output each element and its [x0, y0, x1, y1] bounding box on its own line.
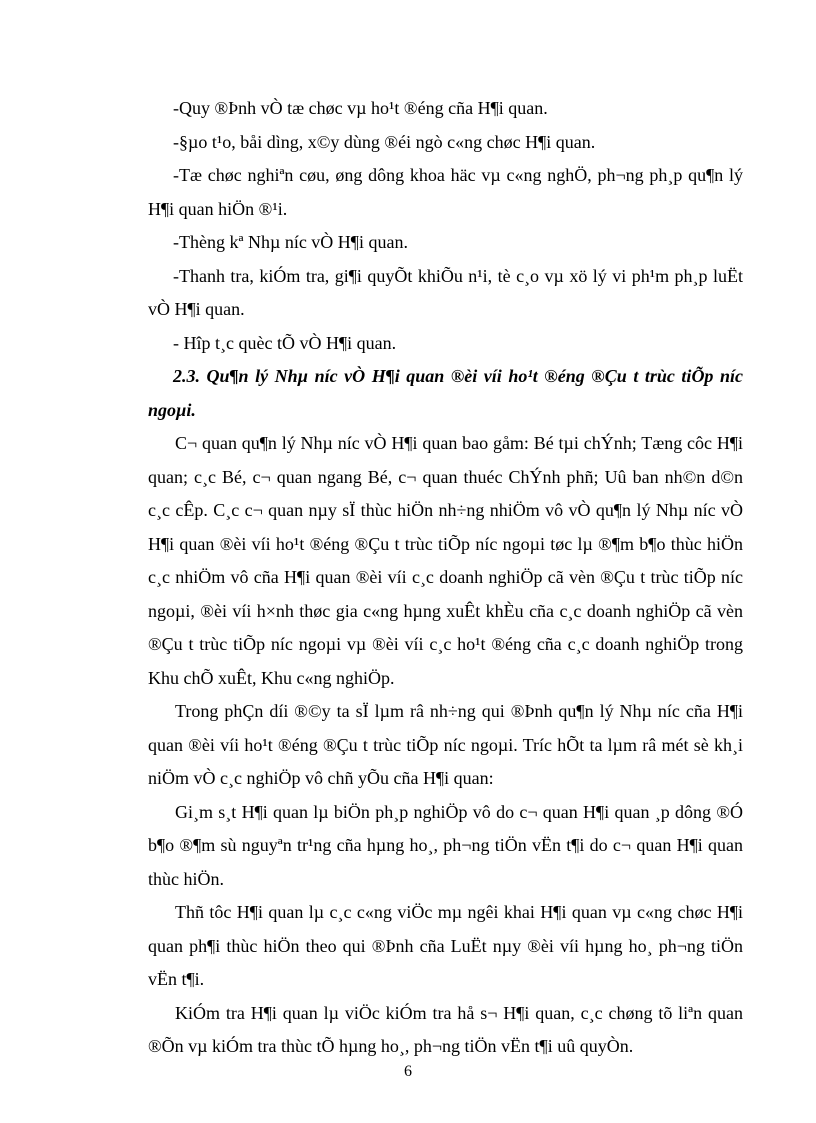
- list-item: -Tæ chøc nghiªn cøu, øng dông khoa häc vµ c«ng nghÖ, ph¬ng ph¸p qu¶n lý H¶i quan hiÖn ®¹i.: [148, 165, 743, 219]
- list-item: - Hîp t¸c quèc tÕ vÒ H¶i quan.: [173, 332, 397, 353]
- list-item: -§µo t¹o, båi dìng, x©y dùng ®éi ngò c«ng chøc H¶i quan.: [173, 131, 596, 152]
- body-paragraph: Thñ tôc H¶i quan lµ c¸c c«ng viÖc mµ ngêi khai H¶i quan vµ c«ng chøc H¶i quan ph¶i thùc hiÖn theo qui ®Þnh cña LuËt nµy ®èi víi hµng ho¸ ph¬ng tiÖn vËn t¶i.: [148, 902, 743, 989]
- page-content: [148, 92, 743, 1064]
- body-paragraph: C¬ quan qu¶n lý Nhµ níc vÒ H¶i quan bao gåm: Bé tµi chÝnh; Tæng côc H¶i quan; c¸c Bé, c¬ quan ngang Bé, c¬ quan thuéc ChÝnh phñ; Uû ban nh©n d©n c¸c cÊp. C¸c c¬ quan nµy sÏ thùc hiÖn nh÷ng nhiÖm vô vÒ qu¶n lý Nhµ níc vÒ H¶i quan ®èi víi ho¹t ®éng ®Çu t trùc tiÕp níc ngoµi tøc lµ ®¶m b¶o thùc hiÖn c¸c nhiÖm vô cña H¶i quan ®èi víi c¸c doanh nghiÖp cã vèn ®Çu t trùc tiÕp níc ngoµi, ®èi víi h×nh thøc gia c«ng hµng xuÊt khÈu cña c¸c doanh nghiÖp cã vèn ®Çu t trùc tiÕp níc ngoµi vµ ®èi víi c¸c ho¹t ®éng cña c¸c doanh nghiÖp trong Khu chÕ xuÊt, Khu c«ng nghiÖp.: [148, 433, 743, 688]
- page-number: 6: [404, 1063, 412, 1080]
- body-paragraph: Trong phÇn díi ®©y ta sÏ lµm râ nh÷ng qui ®Þnh qu¶n lý Nhµ níc cña H¶i quan ®èi víi ho¹t ®éng ®Çu t trùc tiÕp níc ngoµi. Tríc hÕt ta lµm râ mét sè kh¸i niÖm vÒ c¸c nghiÖp vô chñ yÕu cña H¶i quan:: [148, 701, 743, 788]
- list-item: -Thanh tra, kiÓm tra, gi¶i quyÕt khiÕu n¹i, tè c¸o vµ xö lý vi ph¹m ph¸p luËt vÒ H¶i quan.: [148, 265, 743, 319]
- body-paragraph: KiÓm tra H¶i quan lµ viÖc kiÓm tra hå s¬ H¶i quan, c¸c chøng tõ liªn quan ®Õn vµ kiÓm tra thùc tÕ hµng ho¸, ph¬ng tiÖn vËn t¶i uû quyÒn.: [148, 1002, 743, 1056]
- section-heading: 2.3. Qu¶n lý Nhµ níc vÒ H¶i quan ®èi víi ho¹t ®éng ®Çu t trùc tiÕp níc ngoµi.: [148, 366, 743, 420]
- list-item: -Quy ®Þnh vÒ tæ chøc vµ ho¹t ®éng cña H¶i quan.: [173, 98, 548, 118]
- body-paragraph: Gi¸m s¸t H¶i quan lµ biÖn ph¸p nghiÖp vô do c¬ quan H¶i quan ¸p dông ®Ó b¶o ®¶m sù nguyªn tr¹ng cña hµng ho¸, ph¬ng tiÖn vËn t¶i do c¬ quan H¶i quan thùc hiÖn.: [148, 801, 743, 889]
- list-item: -Thèng kª Nhµ níc vÒ H¶i quan.: [173, 232, 408, 252]
